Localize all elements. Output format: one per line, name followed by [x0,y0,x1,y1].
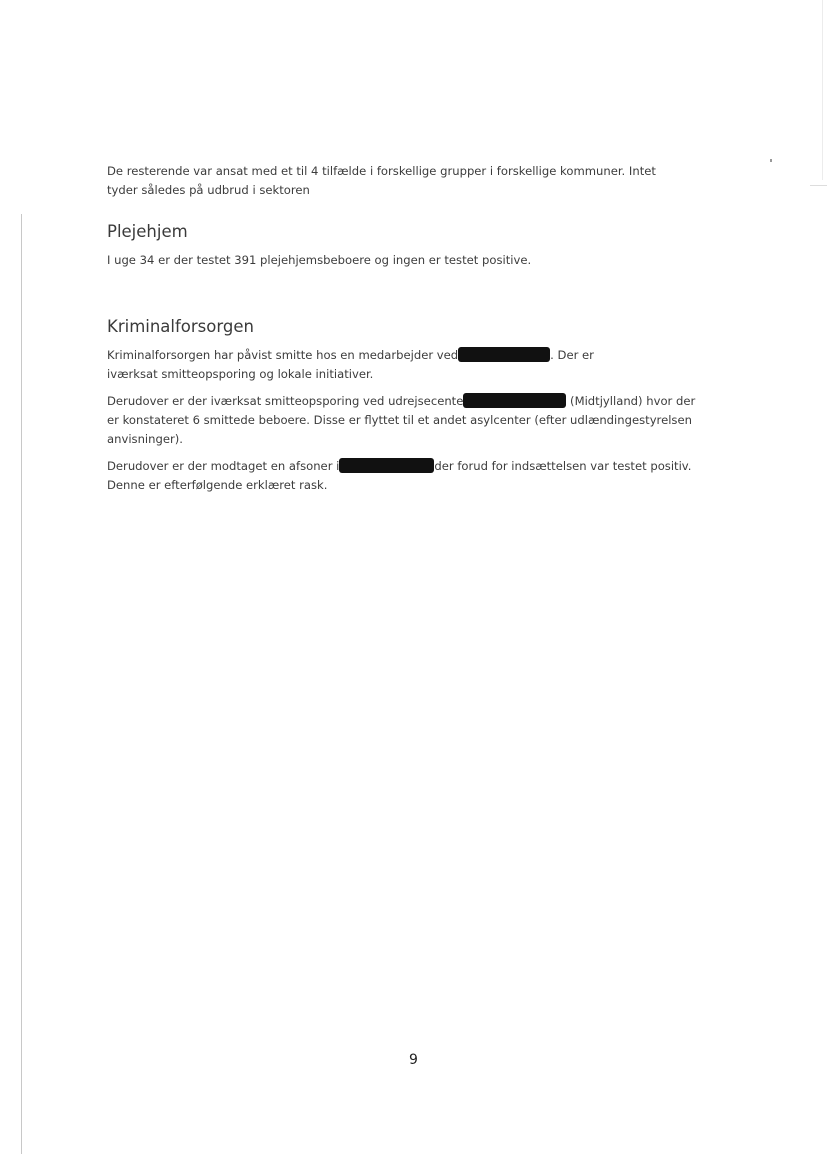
intro-paragraph: De resterende var ansat med et til 4 tilfælde i forskellige grupper i forskellige kommuner. Intet tyder således på udbrud i sektoren [107,164,656,197]
kriminalforsorgen-paragraph-2 [107,392,707,449]
page-edge-right [822,0,823,180]
document-body [107,162,707,495]
redaction-block [463,393,566,408]
scan-speck [770,159,772,162]
redaction-block [458,347,550,362]
page-edge-left [21,214,22,1154]
section-heading-kriminalforsorgen: Kriminalforsorgen [107,317,254,336]
paragraph-text: (Midtjylland) hvor der er konstateret 6 smittede beboere. Disse er flyttet til et andet asylcenter (efter udlændingestyrelsen anvisninger). [107,394,696,446]
section-heading-plejehjem: Plejehjem [107,222,188,241]
redaction-block [339,458,434,473]
paragraph-text: Derudover er der modtaget en afsoner i [107,459,340,473]
paragraph-text: der forud for indsættelsen var testet positiv. Denne er efterfølgende erklæret rask. [107,459,692,492]
kriminalforsorgen-paragraph-3 [107,457,697,495]
page-edge-top-right [810,185,827,186]
plejehjem-paragraph: I uge 34 er der testet 391 plejehjemsbeboere og ingen er testet positive. [107,253,532,267]
paragraph-text: Derudover er der iværksat smitteopsporing ved udrejsecente [107,394,464,408]
kriminalforsorgen-paragraph-1 [107,346,647,384]
paragraph-text: Kriminalforsorgen har påvist smitte hos en medarbejder ved [107,348,459,362]
page-number: 9 [409,1052,418,1068]
paragraph-text: . Der er iværksat smitteopsporing og lokale initiativer. [107,348,594,381]
